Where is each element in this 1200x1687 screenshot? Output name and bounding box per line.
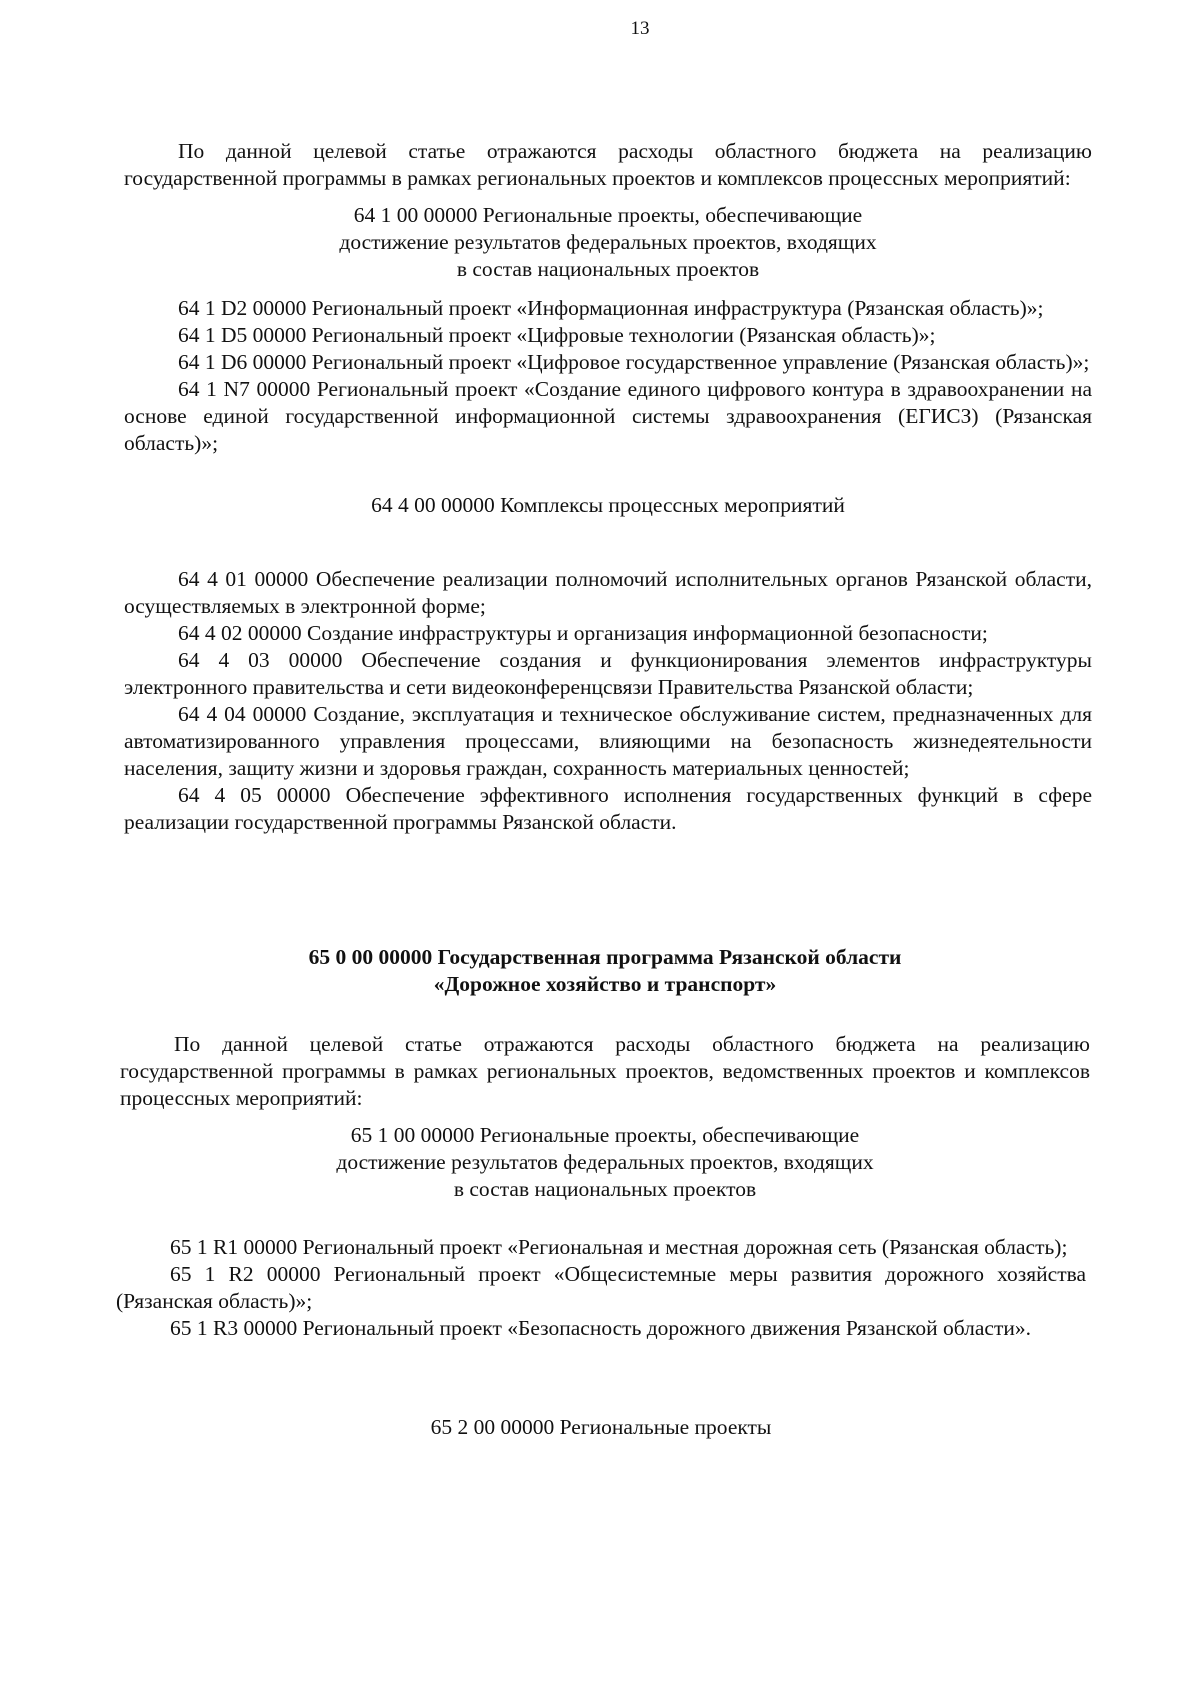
- section-heading-line: 65 0 00 00000 Государственная программа Рязанской области: [308, 945, 902, 969]
- group-heading-line: 65 1 00 00000 Региональные проекты, обеспечивающие: [350, 1123, 860, 1147]
- group-heading-line: достижение результатов федеральных проектов, входящих: [339, 230, 877, 254]
- list-item: 64 4 05 00000 Обеспечение эффективного исполнения государственных функций в сфере реализации государственной программы Рязанской области.: [124, 783, 1092, 834]
- list-item: 64 1 D2 00000 Региональный проект «Информационная инфраструктура (Рязанская область)»;: [178, 296, 1044, 320]
- section-65-heading: [120, 944, 1090, 998]
- group-heading: [120, 1122, 1090, 1203]
- list-item: 64 4 02 00000 Создание инфраструктуры и организация информационной безопасности;: [178, 621, 988, 645]
- group-heading: [124, 202, 1092, 283]
- group-heading: 64 4 00 00000 Комплексы процессных мероприятий: [371, 493, 845, 517]
- page-number: 13: [630, 18, 650, 39]
- intro-paragraph: По данной целевой статье отражаются расходы областного бюджета на реализацию государственной программы в рамках региональных проектов, ведомственных проектов и комплексов процессных мероприятий:: [120, 1032, 1090, 1110]
- section-65-items: [116, 1234, 1086, 1342]
- list-item: 65 1 R3 00000 Региональный проект «Безопасность дорожного движения Рязанской области».: [170, 1316, 1031, 1340]
- section-heading-line: «Дорожное хозяйство и транспорт»: [433, 972, 777, 996]
- list-item: 65 1 R1 00000 Региональный проект «Региональная и местная дорожная сеть (Рязанская область);: [170, 1235, 1068, 1259]
- group-heading-line: в состав национальных проектов: [453, 1177, 757, 1201]
- group-heading-line: в состав национальных проектов: [456, 257, 760, 281]
- section-65: [120, 1031, 1090, 1203]
- list-item: 64 1 D5 00000 Региональный проект «Цифровые технологии (Рязанская область)»;: [178, 323, 936, 347]
- group-heading: 65 2 00 00000 Региональные проекты: [430, 1415, 772, 1439]
- list-item: 64 4 03 00000 Обеспечение создания и функционирования элементов инфраструктуры электронного правительства и сети видеоконференцсвязи Правительства Рязанской области;: [124, 648, 1092, 699]
- group-items: [124, 566, 1092, 836]
- list-item: 64 1 D6 00000 Региональный проект «Цифровое государственное управление (Рязанская область)»;: [178, 350, 1090, 374]
- section-64: [124, 138, 1092, 836]
- list-item: 64 4 04 00000 Создание, эксплуатация и техническое обслуживание систем, предназначенных для автоматизированного управления процессами, влияющими на безопасность жизнедеятельности населения, защиту жизни и здоровья граждан, сохранность материальных ценностей;: [124, 702, 1092, 780]
- section-65-group2: [116, 1414, 1086, 1441]
- group-heading-line: достижение результатов федеральных проектов, входящих: [336, 1150, 874, 1174]
- list-item: 64 1 N7 00000 Региональный проект «Создание единого цифрового контура в здравоохранении на основе единой государственной информационной системы здравоохранения (ЕГИСЗ) (Рязанская область)»;: [124, 377, 1092, 455]
- intro-paragraph: По данной целевой статье отражаются расходы областного бюджета на реализацию государственной программы в рамках региональных проектов и комплексов процессных мероприятий:: [124, 139, 1092, 190]
- group-items: [124, 295, 1092, 457]
- list-item: 65 1 R2 00000 Региональный проект «Общесистемные меры развития дорожного хозяйства (Рязанская область)»;: [116, 1262, 1086, 1313]
- group-heading-line: 64 1 00 00000 Региональные проекты, обеспечивающие: [353, 203, 863, 227]
- list-item: 64 4 01 00000 Обеспечение реализации полномочий исполнительных органов Рязанской области, осуществляемых в электронной форме;: [124, 567, 1092, 618]
